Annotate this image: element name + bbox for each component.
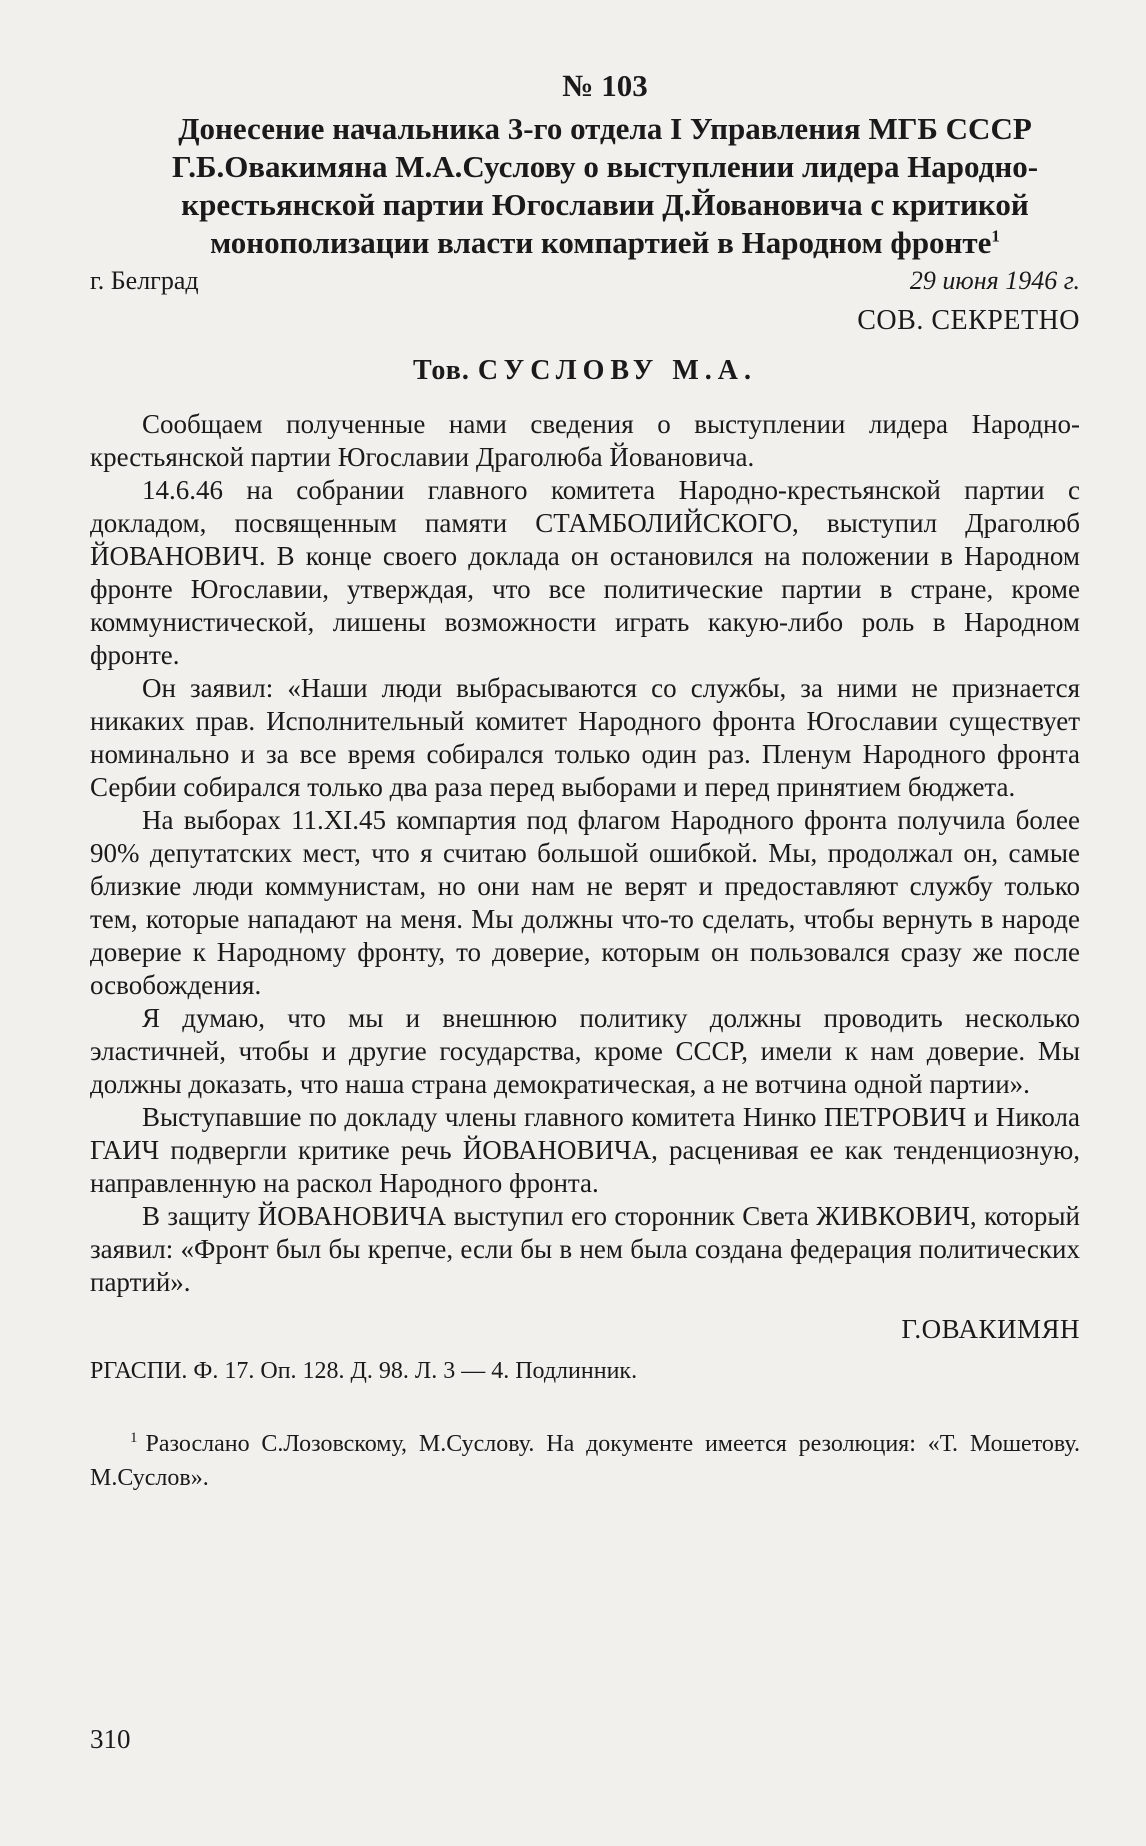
footnote bbox=[90, 1427, 1080, 1495]
date: 29 июня 1946 г. bbox=[909, 266, 1080, 295]
body-paragraph: 14.6.46 на собрании главного комитета Народно-крестьянской партии с докладом, посвященным памяти СТАМБОЛИЙСКОГО, выступил Драголюб ЙОВАНОВИЧ. В конце своего доклада он остановился на положении в Народном фронте Югославии, утверждая, что все политические партии в стране, кроме коммунистической, лишены возможности играть какую-либо роль в Народном фронте. bbox=[90, 475, 1080, 670]
signature: Г.ОВАКИМЯН bbox=[901, 1314, 1080, 1344]
place-date-row bbox=[90, 262, 1080, 300]
classification-stamp: СОВ. СЕКРЕТНО bbox=[857, 305, 1080, 336]
title-footnote-mark: 1 bbox=[991, 226, 1000, 246]
body-paragraph: Сообщаем полученные нами сведения о выступлении лидера Народно-крестьянской партии Югославии Драголюба Йовановича. bbox=[90, 409, 1080, 472]
addressee-prefix: Тов. bbox=[412, 355, 470, 386]
document-number: № 103 bbox=[562, 68, 648, 103]
body-paragraph: Выступавшие по докладу члены главного комитета Нинко ПЕТРОВИЧ и Никола ГАИЧ подвергли критике речь ЙОВАНОВИЧА, расценивая ее как тенденциозную, направленную на раскол Народного фронта. bbox=[90, 1102, 1080, 1198]
addressee-name: СУСЛОВУ М.А. bbox=[477, 355, 757, 386]
body-paragraph: Он заявил: «Наши люди выбрасываются со службы, за ними не признается никаких прав. Исполнительный комитет Народного фронта Югославии существует номинально и за все время собирался только один раз. Пленум Народного фронта Сербии собирался только два раза перед выборами и перед принятием бюджета. bbox=[90, 673, 1080, 802]
footnote-text: Разослано С.Лозовскому, М.Суслову. На документе имеется резолюция: «Т. Мошетову. М.Суслов». bbox=[90, 1431, 1080, 1491]
document-title bbox=[130, 110, 1080, 262]
footnote-mark: 1 bbox=[130, 1430, 138, 1446]
place: г. Белград bbox=[90, 266, 199, 295]
body-paragraph: В защиту ЙОВАНОВИЧА выступил его сторонник Света ЖИВКОВИЧ, который заявил: «Фронт был бы крепче, если бы в нем была создана федерация политических партий». bbox=[90, 1201, 1080, 1297]
page-number: 310 bbox=[90, 1724, 131, 1754]
document-body bbox=[90, 408, 1080, 1299]
document-title-text: Донесение начальника 3-го отдела I Управления МГБ СССР Г.Б.Овакимяна М.А.Суслову о выступлении лидера Народно-крестьянской партии Югославии Д.Йовановича с критикой монополизации власти компартией в Народном фронте bbox=[171, 111, 1039, 260]
addressee bbox=[90, 348, 1080, 394]
archive-source: РГАСПИ. Ф. 17. Оп. 128. Д. 98. Л. 3 — 4. Подлинник. bbox=[90, 1358, 638, 1384]
body-paragraph: На выборах 11.XI.45 компартия под флагом Народного фронта получила более 90% депутатских мест, что я считаю большой ошибкой. Мы, продолжал он, самые близкие люди коммунистам, но они нам не верят и предоставляют службу только тем, которые нападают на меня. Мы должны что-то сделать, чтобы вернуть в народе доверие к Народному фронту, то доверие, которым он пользовался сразу же после освобождения. bbox=[90, 805, 1080, 1000]
body-paragraph: Я думаю, что мы и внешнюю политику должны проводить несколько эластичней, чтобы и другие государства, кроме СССР, имели к нам доверие. Мы должны доказать, что наша страна демократическая, а не вотчина одной партии». bbox=[90, 1003, 1080, 1099]
